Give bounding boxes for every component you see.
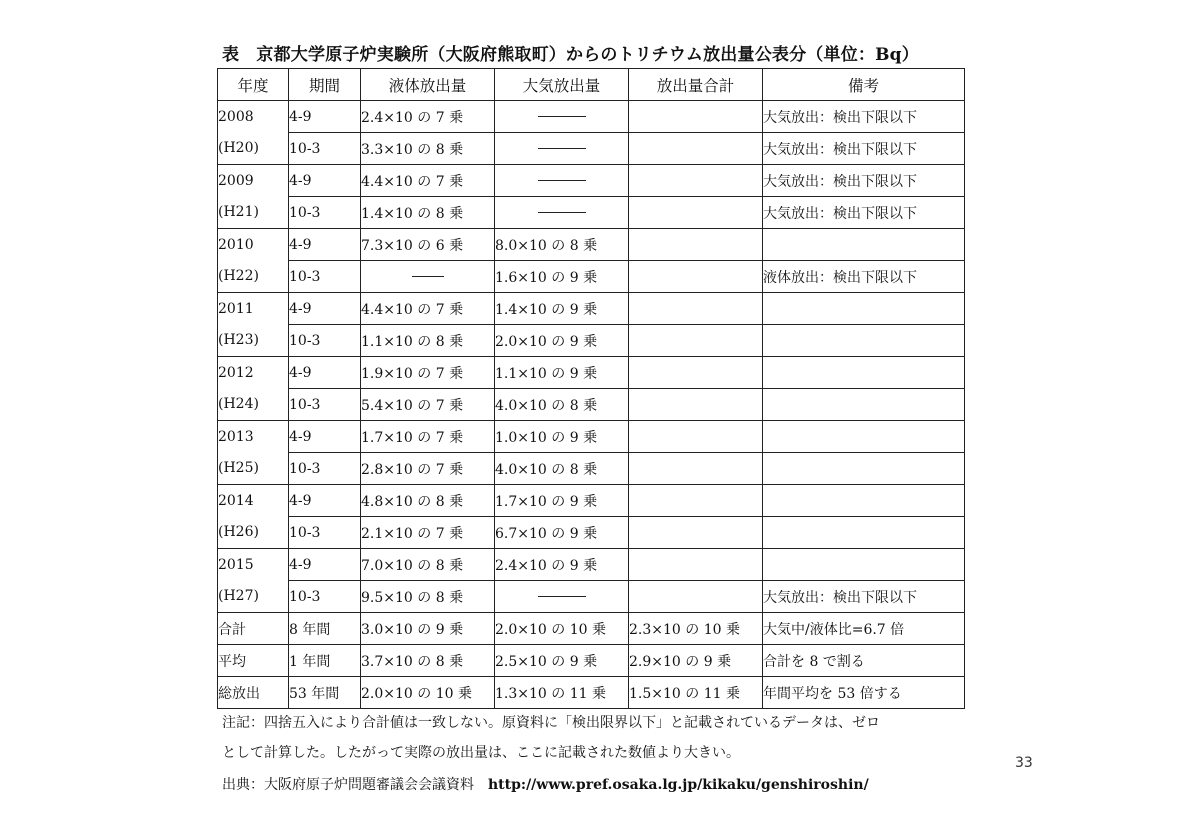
table-row: [218, 325, 965, 357]
era-cell: (H27): [218, 581, 289, 613]
period-cell: 4-9: [289, 229, 361, 261]
table-row: [218, 485, 965, 517]
header-year: 年度: [218, 69, 289, 101]
liquid-cell: 9.5×10 の 8 乗: [361, 581, 495, 613]
dash-mark: [538, 148, 586, 149]
header-note: 備考: [763, 69, 965, 101]
liquid-cell: 2.0×10 の 10 乗: [361, 677, 495, 709]
dash-mark: [538, 212, 586, 213]
table-row: [218, 389, 965, 421]
dash-mark: [538, 180, 586, 181]
period-cell: 4-9: [289, 293, 361, 325]
air-cell: 1.7×10 の 9 乗: [495, 485, 629, 517]
note-cell: 大気放出：検出下限以下: [763, 581, 965, 613]
note-cell: 大気放出：検出下限以下: [763, 101, 965, 133]
note-cell: [763, 389, 965, 421]
table-row: [218, 293, 965, 325]
liquid-cell: 5.4×10 の 7 乗: [361, 389, 495, 421]
total-cell: [629, 197, 763, 229]
liquid-cell: 4.8×10 の 8 乗: [361, 485, 495, 517]
liquid-cell: 3.3×10 の 8 乗: [361, 133, 495, 165]
note-cell: [763, 293, 965, 325]
note-cell: [763, 549, 965, 581]
period-cell: 4-9: [289, 165, 361, 197]
air-cell: [495, 133, 629, 165]
air-cell: [495, 165, 629, 197]
table-row: [218, 165, 965, 197]
note-cell: [763, 517, 965, 549]
period-cell: 10-3: [289, 453, 361, 485]
table-title: 表 京都大学原子炉実験所（大阪府熊取町）からのトリチウム放出量公表分（単位：Bq）: [222, 45, 919, 65]
period-cell: 4-9: [289, 421, 361, 453]
era-cell: (H21): [218, 197, 289, 229]
liquid-cell: 3.0×10 の 9 乗: [361, 613, 495, 645]
total-cell: [629, 421, 763, 453]
year-cell: 2008: [218, 101, 289, 133]
total-cell: [629, 581, 763, 613]
air-cell: 6.7×10 の 9 乗: [495, 517, 629, 549]
air-cell: [495, 197, 629, 229]
period-cell: 10-3: [289, 325, 361, 357]
year-cell: 2013: [218, 421, 289, 453]
period-cell: 53 年間: [289, 677, 361, 709]
air-cell: 1.6×10 の 9 乗: [495, 261, 629, 293]
liquid-cell: 3.7×10 の 8 乗: [361, 645, 495, 677]
total-cell: 1.5×10 の 11 乗: [629, 677, 763, 709]
air-cell: 1.1×10 の 9 乗: [495, 357, 629, 389]
air-cell: 4.0×10 の 8 乗: [495, 389, 629, 421]
air-cell: [495, 581, 629, 613]
total-cell: [629, 229, 763, 261]
total-cell: [629, 357, 763, 389]
air-cell: 2.0×10 の 9 乗: [495, 325, 629, 357]
table-row: [218, 229, 965, 261]
summary-row: [218, 645, 965, 677]
dash-mark: [538, 116, 586, 117]
year-cell: 2009: [218, 165, 289, 197]
air-cell: 2.4×10 の 9 乗: [495, 549, 629, 581]
note-cell: 年間平均を 53 倍する: [763, 677, 965, 709]
note-cell: 大気放出：検出下限以下: [763, 165, 965, 197]
note-cell: [763, 325, 965, 357]
table-row: [218, 453, 965, 485]
header-total: 放出量合計: [629, 69, 763, 101]
period-cell: 4-9: [289, 357, 361, 389]
period-cell: 10-3: [289, 581, 361, 613]
liquid-cell: 1.7×10 の 7 乗: [361, 421, 495, 453]
liquid-cell: 1.9×10 の 7 乗: [361, 357, 495, 389]
liquid-cell: 2.1×10 の 7 乗: [361, 517, 495, 549]
note-cell: 液体放出：検出下限以下: [763, 261, 965, 293]
liquid-cell: 4.4×10 の 7 乗: [361, 165, 495, 197]
period-cell: 10-3: [289, 197, 361, 229]
note-cell: 大気放出：検出下限以下: [763, 197, 965, 229]
table-row: [218, 261, 965, 293]
era-cell: (H22): [218, 261, 289, 293]
source-line: [222, 774, 869, 794]
liquid-cell: 1.4×10 の 8 乗: [361, 197, 495, 229]
liquid-cell: 7.3×10 の 6 乗: [361, 229, 495, 261]
footnote-line-1: 注記：四捨五入により合計値は一致しない。原資料に「検出限界以下」と記載されているデータは、ゼロ: [222, 715, 880, 731]
era-cell: (H24): [218, 389, 289, 421]
table-header-row: [218, 69, 965, 101]
air-cell: 2.5×10 の 9 乗: [495, 645, 629, 677]
source-label: 出典：大阪府原子炉問題審議会会議資料: [222, 777, 474, 793]
summary-row: [218, 677, 965, 709]
air-cell: 1.3×10 の 11 乗: [495, 677, 629, 709]
note-cell: 大気中/液体比=6.7 倍: [763, 613, 965, 645]
table-row: [218, 197, 965, 229]
header-period: 期間: [289, 69, 361, 101]
note-cell: [763, 421, 965, 453]
summary-label: 総放出: [218, 677, 289, 709]
era-cell: (H25): [218, 453, 289, 485]
total-cell: [629, 325, 763, 357]
dash-mark: [538, 596, 586, 597]
period-cell: 10-3: [289, 261, 361, 293]
total-cell: [629, 293, 763, 325]
table-row: [218, 133, 965, 165]
liquid-cell: 1.1×10 の 8 乗: [361, 325, 495, 357]
table-row: [218, 581, 965, 613]
air-cell: 2.0×10 の 10 乗: [495, 613, 629, 645]
period-cell: 1 年間: [289, 645, 361, 677]
era-cell: (H23): [218, 325, 289, 357]
total-cell: [629, 261, 763, 293]
note-cell: [763, 485, 965, 517]
air-cell: 4.0×10 の 8 乗: [495, 453, 629, 485]
header-air: 大気放出量: [495, 69, 629, 101]
total-cell: 2.3×10 の 10 乗: [629, 613, 763, 645]
table-row: [218, 517, 965, 549]
period-cell: 10-3: [289, 133, 361, 165]
liquid-cell: 7.0×10 の 8 乗: [361, 549, 495, 581]
dash-mark: [412, 276, 444, 277]
note-cell: [763, 229, 965, 261]
air-cell: 1.0×10 の 9 乗: [495, 421, 629, 453]
note-cell: 大気放出：検出下限以下: [763, 133, 965, 165]
year-cell: 2011: [218, 293, 289, 325]
summary-label: 合計: [218, 613, 289, 645]
period-cell: 8 年間: [289, 613, 361, 645]
footnote-line-2: として計算した。したがって実際の放出量は、ここに記載された数値より大きい。: [222, 745, 740, 761]
liquid-cell: [361, 261, 495, 293]
total-cell: 2.9×10 の 9 乗: [629, 645, 763, 677]
year-cell: 2014: [218, 485, 289, 517]
liquid-cell: 2.4×10 の 7 乗: [361, 101, 495, 133]
period-cell: 4-9: [289, 549, 361, 581]
year-cell: 2012: [218, 357, 289, 389]
header-liquid: 液体放出量: [361, 69, 495, 101]
note-cell: [763, 453, 965, 485]
air-cell: 1.4×10 の 9 乗: [495, 293, 629, 325]
period-cell: 4-9: [289, 101, 361, 133]
note-cell: [763, 357, 965, 389]
table-row: [218, 101, 965, 133]
liquid-cell: 2.8×10 の 7 乗: [361, 453, 495, 485]
table-row: [218, 421, 965, 453]
period-cell: 4-9: [289, 485, 361, 517]
source-url: http://www.pref.osaka.lg.jp/kikaku/genshiroshin/: [488, 777, 869, 793]
liquid-cell: 4.4×10 の 7 乗: [361, 293, 495, 325]
total-cell: [629, 549, 763, 581]
year-cell: 2015: [218, 549, 289, 581]
air-cell: 8.0×10 の 8 乗: [495, 229, 629, 261]
tritium-release-table: [217, 68, 965, 709]
total-cell: [629, 517, 763, 549]
year-cell: 2010: [218, 229, 289, 261]
period-cell: 10-3: [289, 517, 361, 549]
table-row: [218, 549, 965, 581]
summary-label: 平均: [218, 645, 289, 677]
era-cell: (H20): [218, 133, 289, 165]
total-cell: [629, 453, 763, 485]
period-cell: 10-3: [289, 389, 361, 421]
total-cell: [629, 389, 763, 421]
air-cell: [495, 101, 629, 133]
total-cell: [629, 133, 763, 165]
total-cell: [629, 485, 763, 517]
table-row: [218, 357, 965, 389]
era-cell: (H26): [218, 517, 289, 549]
summary-row: [218, 613, 965, 645]
total-cell: [629, 165, 763, 197]
note-cell: 合計を 8 で割る: [763, 645, 965, 677]
page-number: 33: [1015, 755, 1033, 771]
total-cell: [629, 101, 763, 133]
